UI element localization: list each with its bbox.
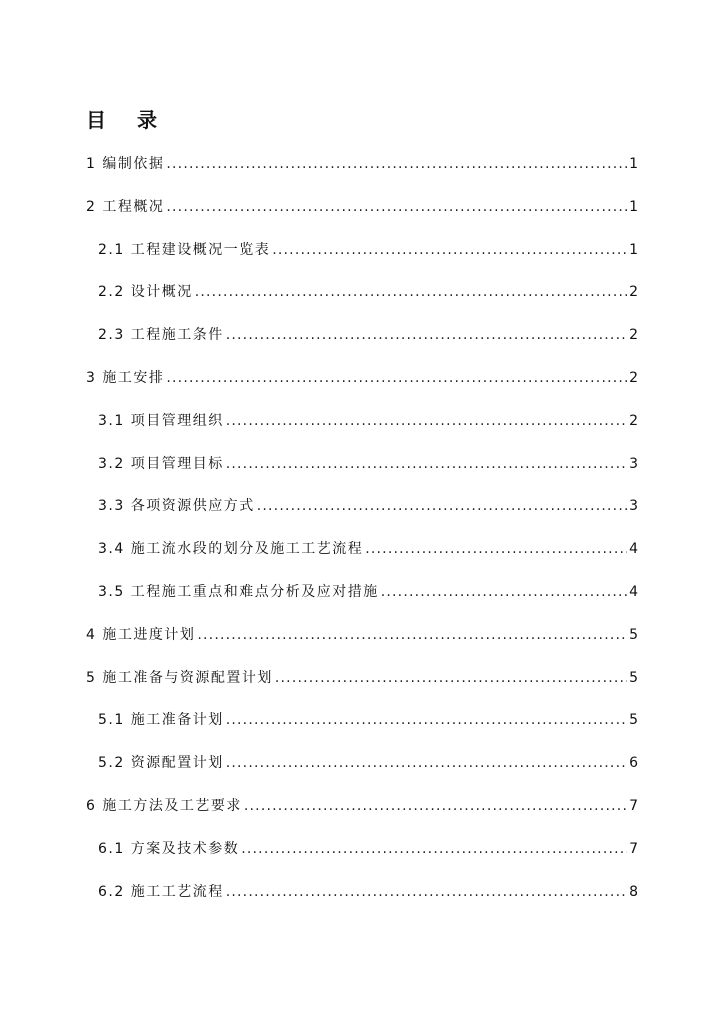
toc-entry-number: 3.4 (98, 541, 125, 558)
dot-leader (257, 492, 627, 520)
toc-entry[interactable] (86, 578, 638, 621)
toc-entry-number: 4 (86, 626, 97, 643)
toc-entry-label: 工程施工条件 (130, 327, 224, 344)
toc-entry-label: 施工方法及工艺要求 (102, 797, 242, 814)
toc-entry-label: 编制依据 (102, 156, 165, 172)
toc-entry-page: 4 (629, 541, 638, 558)
toc-entry-page: 4 (629, 583, 638, 600)
toc-entry-label: 施工进度计划 (102, 626, 196, 643)
toc-entry-page: 6 (629, 755, 638, 772)
dot-leader (381, 578, 627, 606)
toc-entry[interactable] (86, 535, 638, 578)
toc-entry-number: 5.1 (98, 712, 125, 729)
toc-entry[interactable] (86, 878, 638, 921)
toc-entry-page: 2 (629, 412, 638, 429)
toc-title: 目 录 (86, 108, 169, 132)
toc-entry-number: 2 (86, 198, 97, 215)
toc-entry-number: 2.1 (98, 241, 125, 258)
toc-entry[interactable] (86, 364, 638, 407)
toc-entry-label: 施工准备与资源配置计划 (102, 669, 273, 686)
toc-entry-number: 6.2 (98, 883, 125, 900)
toc-entry[interactable] (86, 450, 638, 493)
toc-entry[interactable] (86, 792, 638, 835)
toc-entry-number: 5.2 (98, 755, 125, 772)
toc-entry[interactable] (86, 193, 638, 236)
dot-leader (166, 364, 627, 392)
toc-entry-label: 施工流水段的划分及施工工艺流程 (130, 541, 364, 558)
toc-entry-page: 1 (629, 198, 638, 215)
toc-entry-page: 2 (629, 327, 638, 344)
toc-entry-page: 8 (629, 883, 638, 900)
toc-entry-page: 1 (629, 156, 638, 172)
toc-entry-page: 5 (629, 669, 638, 686)
dot-leader (226, 321, 627, 349)
toc-entry-label: 施工安排 (102, 369, 165, 386)
dot-leader (241, 835, 627, 863)
toc-entry-label: 施工工艺流程 (130, 883, 224, 900)
toc-entry-number: 3.3 (98, 498, 125, 515)
table-of-contents (86, 150, 638, 920)
toc-entry-page: 5 (629, 712, 638, 729)
dot-leader (226, 749, 627, 777)
toc-entry-label: 工程施工重点和难点分析及应对措施 (130, 583, 379, 600)
dot-leader (365, 535, 627, 563)
toc-entry-number: 6.1 (98, 840, 125, 857)
toc-entry-page: 2 (629, 369, 638, 386)
toc-entry[interactable] (86, 278, 638, 321)
dot-leader (166, 150, 627, 178)
toc-entry[interactable] (86, 706, 638, 749)
toc-entry-page: 3 (629, 498, 638, 515)
toc-entry[interactable] (86, 621, 638, 664)
toc-entry-number: 3 (86, 369, 97, 386)
toc-entry-number: 5 (86, 669, 97, 686)
toc-entry-page: 7 (629, 840, 638, 857)
toc-entry-page: 7 (629, 797, 638, 814)
toc-entry-number: 3.5 (98, 583, 125, 600)
dot-leader (197, 621, 627, 649)
dot-leader (275, 664, 627, 692)
dot-leader (226, 407, 627, 435)
toc-entry-number: 2.3 (98, 327, 125, 344)
toc-entry-label: 资源配置计划 (130, 755, 224, 772)
toc-entry[interactable] (86, 321, 638, 364)
toc-entry-label: 方案及技术参数 (130, 840, 240, 857)
toc-entry[interactable] (86, 150, 638, 193)
toc-entry-number: 3.2 (98, 455, 125, 472)
dot-leader (226, 706, 627, 734)
toc-entry-number: 2.2 (98, 284, 125, 301)
toc-entry-page: 3 (629, 455, 638, 472)
toc-entry-label: 设计概况 (130, 284, 193, 301)
dot-leader (226, 450, 627, 478)
toc-entry[interactable] (86, 664, 638, 707)
toc-entry[interactable] (86, 749, 638, 792)
toc-entry-label: 施工准备计划 (130, 712, 224, 729)
dot-leader (166, 193, 627, 221)
toc-entry-label: 工程概况 (102, 198, 165, 215)
toc-entry-label: 各项资源供应方式 (130, 498, 255, 515)
toc-entry-label: 项目管理目标 (130, 455, 224, 472)
toc-entry-page: 2 (629, 284, 638, 301)
dot-leader (244, 792, 627, 820)
toc-entry-label: 工程建设概况一览表 (130, 241, 271, 258)
dot-leader (272, 236, 627, 264)
toc-entry-label: 项目管理组织 (130, 412, 224, 429)
dot-leader (195, 278, 627, 306)
toc-entry-number: 1 (86, 156, 97, 172)
toc-entry-page: 1 (629, 241, 638, 258)
toc-entry-page: 5 (629, 626, 638, 643)
toc-entry-number: 3.1 (98, 412, 125, 429)
toc-entry-number: 6 (86, 797, 97, 814)
toc-entry[interactable] (86, 835, 638, 878)
dot-leader (226, 878, 627, 906)
toc-entry[interactable] (86, 236, 638, 279)
toc-entry[interactable] (86, 492, 638, 535)
toc-entry[interactable] (86, 407, 638, 450)
